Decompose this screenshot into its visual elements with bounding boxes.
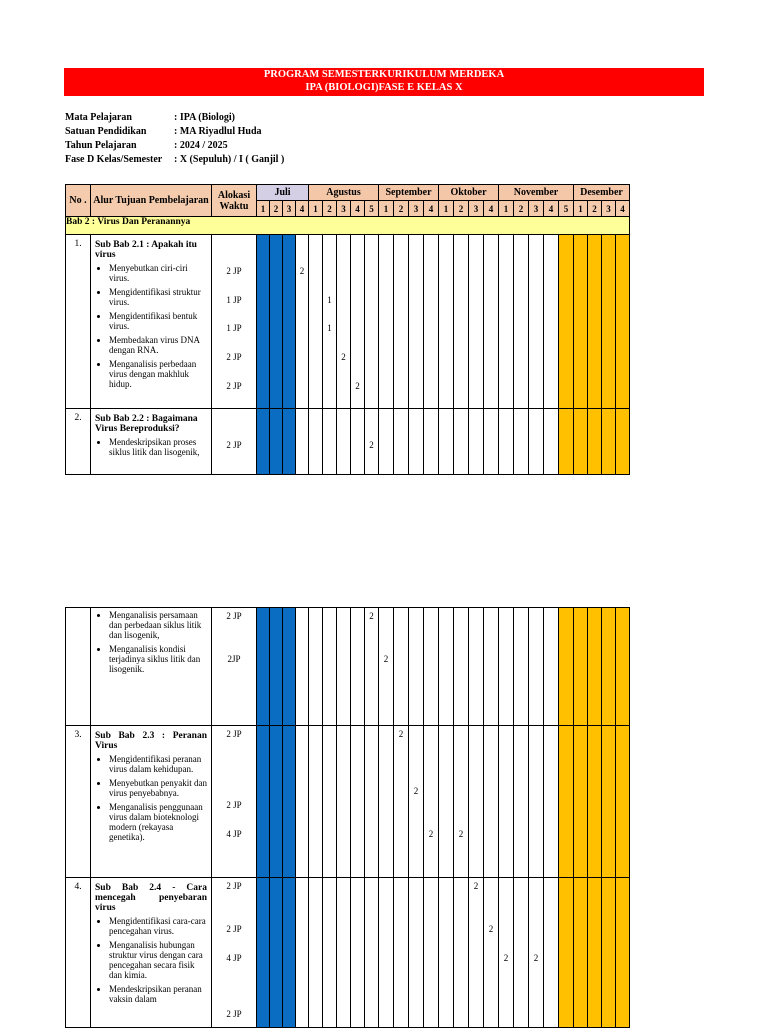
week-cell [309,235,323,409]
week-cell [296,878,309,1028]
week-cell [499,409,514,475]
jp-cell [212,409,257,475]
week-cell [379,409,394,475]
week-cell [544,608,559,726]
month-desember: Desember [574,185,630,201]
week-cell [588,608,602,726]
week-cell [309,608,323,726]
week-cell [409,235,424,409]
week-cell [365,608,379,726]
week-cell [309,409,323,475]
week-cell [559,235,574,409]
objective-list [95,610,207,674]
jp-value: 2 JP [226,611,242,621]
month-oktober: Oktober [439,185,499,201]
jp-value: 2 JP [226,924,242,934]
meta-value: : MA Riyadlul Huda [174,126,262,137]
week-cell [529,608,544,726]
table-row [66,608,630,726]
week-allocation: 1 [327,295,332,305]
jp-cell [212,235,257,409]
week-cell [499,608,514,726]
jp-value: 2 JP [226,352,242,362]
meta-key: Fase D Kelas/Semester [65,154,163,165]
meta-value: : IPA (Biologi) [174,112,235,123]
week-cell [469,235,484,409]
week-cell [484,878,499,1028]
week-cell [529,726,544,878]
week-cell [529,878,544,1028]
week-cell [469,726,484,878]
week-cell [296,409,309,475]
week-cell [379,235,394,409]
week-cell [257,409,270,475]
week-cell [351,608,365,726]
header-no: No . [66,185,91,217]
jp-value: 2 JP [226,1009,242,1019]
week-cell [484,235,499,409]
week-header: 4 [351,201,365,217]
week-cell [379,608,394,726]
week-cell [283,608,296,726]
week-header: 4 [424,201,439,217]
title-line-2: IPA (BIOLOGI)FASE E KELAS X [305,82,463,93]
week-cell [439,409,454,475]
week-cell [351,235,365,409]
week-cell [574,608,588,726]
jp-value: 2 JP [226,266,242,276]
week-header: 1 [574,201,588,217]
week-cell [337,235,351,409]
week-cell [514,878,529,1028]
week-header: 3 [529,201,544,217]
week-header: 3 [337,201,351,217]
week-cell [469,878,484,1028]
week-cell [323,235,337,409]
week-cell [257,726,270,878]
week-cell [602,235,616,409]
bab-row [66,217,630,235]
week-allocation: 2 [503,953,509,963]
table-row [66,878,630,1028]
jp-value: 2JP [227,654,241,664]
week-header: 5 [365,201,379,217]
bab-title: Bab 2 : Virus Dan Peranannya [66,217,630,235]
month-agustus: Agustus [309,185,379,201]
week-cell [394,878,409,1028]
week-cell [439,608,454,726]
week-cell [270,878,283,1028]
week-header: 3 [283,201,296,217]
row-content [91,235,212,409]
jp-value: 2 JP [226,381,242,391]
week-allocation: 2 [369,611,374,621]
week-cell [409,409,424,475]
week-cell [409,608,424,726]
week-allocation: 2 [355,381,360,391]
week-header: 3 [602,201,616,217]
week-allocation: 1 [327,323,332,333]
week-cell [559,878,574,1028]
week-cell [257,878,270,1028]
week-header: 1 [379,201,394,217]
week-cell [424,235,439,409]
week-header: 1 [499,201,514,217]
title-banner [64,68,704,96]
table-row [66,726,630,878]
jp-value: 1 JP [226,323,242,333]
week-cell [574,235,588,409]
week-cell [588,726,602,878]
week-cell [379,878,394,1028]
week-cell [602,409,616,475]
schedule-table-page-1 [65,184,630,475]
week-cell [351,726,365,878]
row-number: 3. [66,726,91,878]
jp-value: 4 JP [226,829,242,839]
week-cell [484,608,499,726]
week-cell [602,608,616,726]
week-cell [574,878,588,1028]
week-header: 2 [270,201,283,217]
week-cell [616,726,630,878]
week-cell [394,608,409,726]
week-cell [544,878,559,1028]
jp-cell [212,878,257,1028]
week-cell [296,235,309,409]
subbab-title: Sub Bab 2.1 : Apakah itu virus [95,240,197,260]
meta-row [65,153,284,167]
week-cell [365,235,379,409]
week-allocation: 2 [299,266,305,276]
list-item: • Membedakan virus DNA dengan RNA. [109,335,207,355]
week-cell [559,409,574,475]
week-cell [588,878,602,1028]
week-allocation: 2 [413,786,419,796]
jp-value: 2 JP [226,881,242,891]
week-cell [337,726,351,878]
week-cell [424,409,439,475]
week-header: 4 [484,201,499,217]
jp-value: 1 JP [226,295,242,305]
week-allocation: 2 [458,829,464,839]
week-cell [544,726,559,878]
table-row [66,235,630,409]
week-cell [499,235,514,409]
list-item: • Menganalisis penggunaan virus dalam bioteknologi modern (rekayasa genetika). [109,802,207,842]
week-cell [365,409,379,475]
subbab-title: Sub Bab 2.4 - Cara mencegah penyebaran virus [95,883,207,913]
week-cell [424,878,439,1028]
week-cell [351,878,365,1028]
week-cell [270,409,283,475]
week-cell [484,726,499,878]
week-cell [394,235,409,409]
objective-list [95,437,207,457]
week-cell [559,608,574,726]
row-number: 2. [66,409,91,475]
week-cell [283,409,296,475]
week-allocation: 2 [533,953,539,963]
header-alur: Alur Tujuan Pembelajaran [91,185,212,217]
week-header: 3 [409,201,424,217]
month-november: November [499,185,574,201]
row-content [91,409,212,475]
week-cell [365,726,379,878]
week-cell [574,726,588,878]
header-row-months [66,185,630,201]
week-cell [616,608,630,726]
list-item: • Mengidentifikasi cara-cara pencegahan virus. [109,916,207,936]
week-cell [469,409,484,475]
week-cell [257,235,270,409]
week-cell [454,235,469,409]
list-item: • Mengidentifikasi bentuk virus. [109,311,207,331]
subbab-title: Sub Bab 2.3 : Peranan Virus [95,731,207,751]
week-cell [588,409,602,475]
week-cell [544,409,559,475]
meta-value: : X (Sepuluh) / I ( Ganjil ) [174,154,285,165]
meta-row [65,111,284,125]
list-item: • Mendeskripsikan proses siklus litik dan lisogenik, [109,437,207,457]
week-cell [602,726,616,878]
week-cell [439,726,454,878]
week-cell [283,878,296,1028]
jp-cell [212,726,257,878]
week-header: 4 [296,201,309,217]
week-allocation: 2 [488,924,494,934]
week-cell [323,726,337,878]
week-header: 1 [257,201,270,217]
jp-value: 2 JP [226,440,242,450]
header-alokasi: Alokasi Waktu [212,185,257,217]
list-item: • Menganalisis perbedaan virus dengan makhluk hidup. [109,359,207,389]
week-cell [283,726,296,878]
week-cell [454,608,469,726]
week-cell [514,608,529,726]
week-cell [379,726,394,878]
list-item: • Mendeskripsikan peranan vaksin dalam [109,984,207,1004]
meta-row [65,139,284,153]
week-cell [296,726,309,878]
week-cell [514,235,529,409]
week-allocation: 2 [428,829,434,839]
week-header: 2 [394,201,409,217]
meta-row [65,125,284,139]
week-cell [283,235,296,409]
week-cell [616,235,630,409]
row-number: 1. [66,235,91,409]
week-cell [499,878,514,1028]
week-cell [424,726,439,878]
row-content [91,878,212,1028]
week-cell [337,608,351,726]
week-header: 4 [544,201,559,217]
week-cell [323,608,337,726]
week-cell [309,878,323,1028]
week-cell [454,878,469,1028]
week-cell [559,726,574,878]
schedule-table-page-2 [65,607,630,1028]
meta-key: Mata Pelajaran [65,112,132,123]
week-cell [439,878,454,1028]
list-item: • Menganalisis kondisi terjadinya siklus litik dan lisogenik. [109,644,207,674]
title-line-1: PROGRAM SEMESTERKURIKULUM MERDEKA [263,69,505,80]
objective-list [95,754,207,842]
document-meta [65,111,284,167]
week-header: 2 [323,201,337,217]
week-cell [424,608,439,726]
week-cell [514,726,529,878]
week-cell [270,235,283,409]
week-cell [602,878,616,1028]
week-cell [514,409,529,475]
week-cell [257,608,270,726]
week-cell [499,726,514,878]
row-content [91,726,212,878]
week-allocation: 2 [473,881,479,891]
week-cell [394,409,409,475]
week-cell [323,878,337,1028]
week-cell [337,878,351,1028]
week-header: 2 [588,201,602,217]
month-juli: Juli [257,185,309,201]
jp-value: 2 JP [226,729,242,739]
row-content [91,608,212,726]
week-cell [574,409,588,475]
list-item: • Menyebutkan ciri-ciri virus. [109,263,207,283]
week-cell [588,235,602,409]
week-cell [529,409,544,475]
week-allocation: 2 [341,352,346,362]
week-cell [454,726,469,878]
row-number: 4. [66,878,91,1028]
week-cell [296,608,309,726]
jp-value: 4 JP [226,953,242,963]
meta-key: Tahun Pelajaran [65,140,137,151]
week-cell [409,726,424,878]
week-cell [439,235,454,409]
list-item: • Mengidentifikasi peranan virus dalam kehidupan. [109,754,207,774]
week-header: 2 [514,201,529,217]
week-cell [409,878,424,1028]
objective-list [95,263,207,389]
week-cell [484,409,499,475]
week-cell [323,409,337,475]
week-cell [616,409,630,475]
jp-cell [212,608,257,726]
list-item: • Mengidentifikasi struktur virus. [109,287,207,307]
week-cell [309,726,323,878]
week-allocation: 2 [369,440,374,450]
objective-list [95,916,207,1004]
week-cell [337,409,351,475]
week-header: 2 [454,201,469,217]
week-cell [544,235,559,409]
week-allocation: 2 [383,654,389,664]
week-header: 3 [469,201,484,217]
subbab-title: Sub Bab 2.2 : Bagaimana Virus Bereproduksi? [95,414,198,434]
week-cell [270,608,283,726]
week-cell [454,409,469,475]
week-header: 1 [439,201,454,217]
week-cell [270,726,283,878]
list-item: • Menganalisis hubungan struktur virus dengan cara pencegahan secara fisik dan kimia. [109,940,207,980]
meta-key: Satuan Pendidikan [65,126,147,137]
jp-value: 2 JP [226,800,242,810]
week-cell [469,608,484,726]
week-allocation: 2 [398,729,404,739]
week-cell [529,235,544,409]
table-row [66,409,630,475]
week-cell [365,878,379,1028]
meta-value: : 2024 / 2025 [174,140,228,151]
week-header: 5 [559,201,574,217]
week-header: 4 [616,201,630,217]
list-item: • Menyebutkan penyakit dan virus penyebabnya. [109,778,207,798]
week-cell [616,878,630,1028]
row-number [66,608,91,726]
list-item: • Menganalisis persamaan dan perbedaan siklus litik dan lisogenik, [109,610,207,640]
week-cell [394,726,409,878]
month-september: September [379,185,439,201]
week-cell [351,409,365,475]
week-header: 1 [309,201,323,217]
